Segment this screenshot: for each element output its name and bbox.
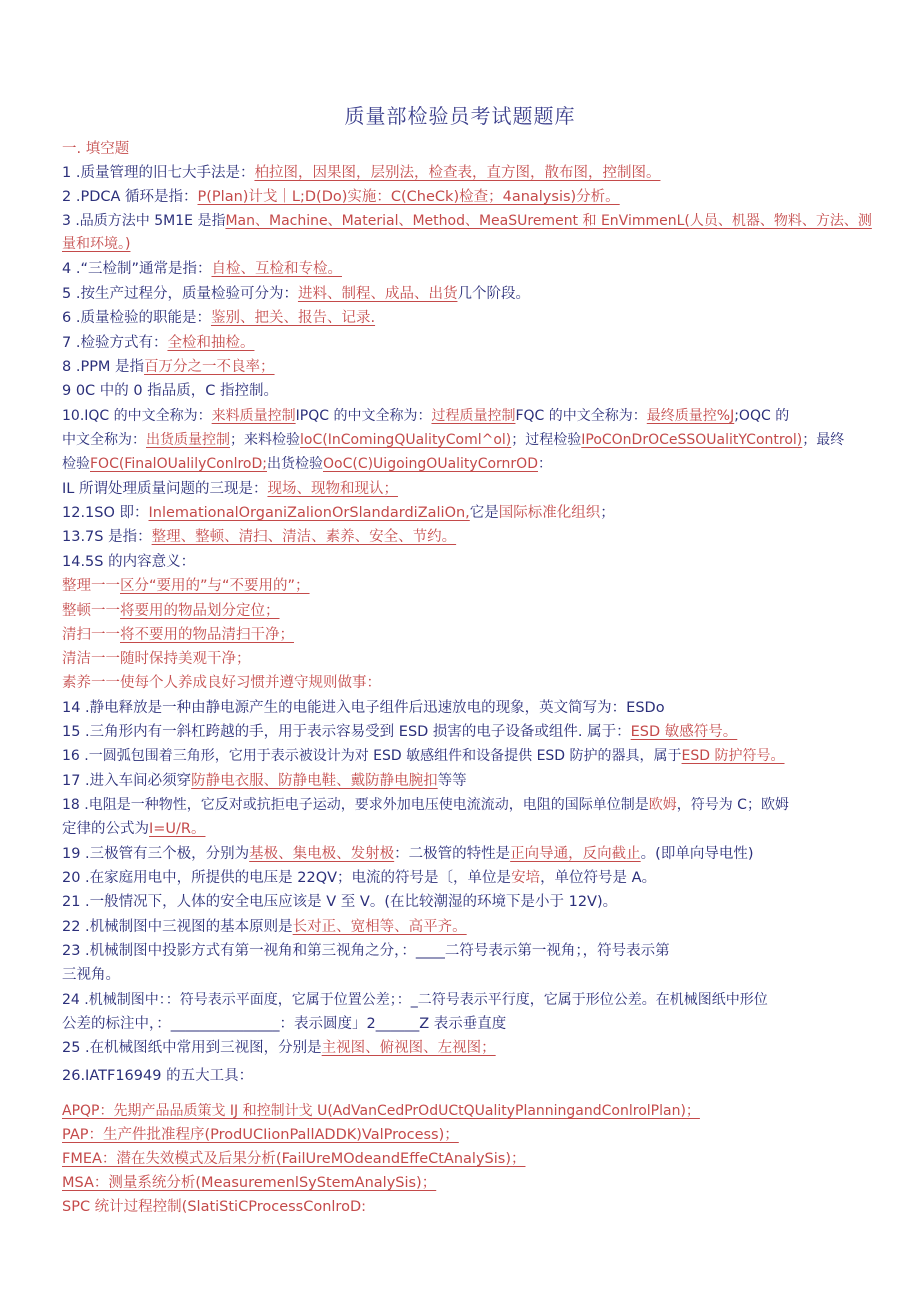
question-text: 三视角。 (62, 967, 120, 983)
answer-text: 欧姆 (648, 797, 677, 813)
question-22 (62, 916, 872, 938)
page-title: 质量部检验员考试题题库 (344, 104, 576, 128)
question-text: 检验 (62, 456, 90, 472)
question-tail: 。(即单向导电性) (640, 846, 754, 862)
question-text: IL 所谓处理质量问题的三现是： (62, 481, 268, 497)
question-text: 20 .在家庭用电中，所提供的电压是 22QV；电流的符号是〔，单位是 (62, 870, 512, 886)
section-heading: 一. 填空题 (62, 141, 130, 157)
answer-text: ESD 防护符号。 (681, 748, 785, 764)
question-23-line-1 (62, 940, 872, 962)
question-text: 24 .机械制图中：：符号表示平面度，它属于位置公差；：_二符号表示平行度，它属于形位公差。在机械图纸中形位 (62, 992, 768, 1008)
question-text: 出货检验 (267, 456, 323, 472)
question-text: 5 .按生产过程分，质量检验可分为： (62, 286, 298, 302)
question-text: 14 .静电释放是一种由静电源产生的电能进入电子组件后迅速放电的现象，英文简写为：ESDo (62, 700, 665, 716)
answer-text: I=U/R。 (149, 821, 206, 837)
item-key: 清洁一一随时保持美观干净； (62, 651, 251, 667)
5s-item-4 (62, 648, 872, 670)
question-text: 14.5S 的内容意义： (62, 554, 196, 570)
question-21 (62, 891, 872, 913)
question-tail: ，符号为 C；欧姆 (676, 797, 789, 813)
question-23-line-2 (62, 964, 872, 986)
question-text: 6 .质量检验的职能是： (62, 310, 211, 326)
answer-text: 主视图、俯视图、左视图； (321, 1040, 496, 1056)
answer-text: 将要用的物品划分定位； (120, 603, 280, 619)
question-24-line-1 (62, 989, 872, 1011)
5s-item-2 (62, 600, 872, 622)
question-text: ；最终 (802, 432, 845, 448)
question-text: 12.1SO 即： (62, 505, 149, 521)
question-text: 2 .PDCA 循环是指： (62, 189, 198, 205)
answer-text: OoC(C)UigoingOUalityCornrOD (323, 456, 538, 472)
question-6 (62, 307, 872, 329)
question-tail: ； (600, 505, 615, 521)
question-text: 它是 (469, 505, 499, 521)
answer-text: 整理、整顿、清扫、清洁、素养、安全、节约。 (151, 529, 457, 545)
item-key: 整顿一一 (62, 603, 120, 619)
question-text: 13.7S 是指： (62, 529, 152, 545)
answer-text: 百万分之一不良率； (144, 359, 275, 375)
answer-text: Man、Machine、Material、Method、MeaSUrement 和 EnVimmenL(人员、机器、物料、方法、测量和环境。) (62, 213, 872, 252)
question-text: 19 .三极管有三个极，分别为 (62, 846, 250, 862)
question-text: 15 .三角形内有一斜杠跨越的手，用于表示容易受到 ESD 损害的电子设备或组件. 属于： (62, 724, 631, 740)
question-16 (62, 745, 872, 767)
answer-text: 国际标准化组织 (498, 505, 601, 521)
question-tail: 几个阶段。 (457, 286, 530, 302)
question-2 (62, 186, 872, 208)
answer-text: APQP：先期产品品质策戈 IJ 和控制计戈 U(AdVanCedPrOdUCtQUalityPlanningandConlrolPlan)； (62, 1103, 700, 1119)
question-15 (62, 721, 872, 743)
question-12 (62, 502, 872, 524)
answer-text: P(Plan)计戈｜L;D(Do)实施：C(CheCk)检查；4analysis)分析。 (197, 189, 620, 205)
answer-text: 出货质量控制 (146, 432, 230, 448)
question-3 (62, 210, 872, 256)
answer-text: 鉴别、把关、报告、记录. (210, 310, 376, 326)
question-text: 16 .一圆弧包围着三角形，它用于表示被设计为对 ESD 敏感组件和设备提供 ESD 防护的器具，属于 (62, 748, 682, 764)
5s-item-1 (62, 575, 872, 597)
question-tail: 等等 (437, 773, 467, 789)
question-8 (62, 356, 872, 378)
answer-text: ESD 敏感符号。 (630, 724, 738, 740)
question-13 (62, 526, 872, 548)
question-text: ；过程检验 (511, 432, 582, 448)
item-key: 素养一一使每个人养成良好习惯并遵守规则做事： (62, 675, 381, 691)
question-10-line-2 (62, 429, 872, 451)
question-text: 8 .PPM 是指 (62, 359, 145, 375)
answer-text: 基极、集电极、发射极 (249, 846, 395, 862)
tool-item-ppap (62, 1124, 872, 1146)
item-key: 清扫一一 (62, 627, 120, 643)
answer-text: 全检和抽检。 (167, 335, 255, 351)
answer-text: SPC 统计过程控制(SlatiStiCProcessConlroD: (62, 1199, 366, 1215)
question-18-line-2 (62, 818, 872, 840)
answer-text: IPoCOnDrOCeSSOUalitYControl) (581, 432, 803, 448)
answer-text: 区分“要用的”与“不要用的”； (120, 578, 310, 594)
answer-text: 柏拉图，因果图，层别法，检查表，直方图，散布图，控制图。 (254, 165, 661, 181)
answer-text: InlemationalOrganiZalionOrSlandardiZaliOn, (148, 505, 470, 521)
question-tail: ，单位符号是 A。 (540, 870, 657, 886)
question-text: 18 .电阻是一种物性，它反对或抗拒电子运动，要求外加电压使电流流动，电阻的国际单位制是 (62, 797, 649, 813)
question-11 (62, 478, 872, 500)
answer-text: 长对正、宽相等、高平齐。 (292, 919, 467, 935)
question-text: 公差的标注中，：_______________：表示圆度」2______Z 表示垂直度 (62, 1016, 507, 1032)
answer-text: FOC(FinalOUalilyConlroD; (90, 456, 267, 472)
question-14 (62, 551, 872, 573)
answer-text: 最终质量控%J (646, 408, 735, 424)
question-10-line-3 (62, 453, 872, 475)
question-text: 21 .一般情况下，人体的安全电压应该是 V 至 V。(在比较潮湿的环境下是小于 12V)。 (62, 894, 618, 910)
answer-text: 进料、制程、成品、出货 (297, 286, 458, 302)
answer-text: 过程质量控制 (431, 408, 516, 424)
tool-item-fmea (62, 1148, 872, 1170)
question-text: ： (537, 456, 552, 472)
question-20 (62, 867, 872, 889)
question-text: 23 .机械制图中投影方式有第一视角和第三视角之分，：____二符号表示第一视角；，符号表示第 (62, 943, 670, 959)
question-text: 17 .进入车间必须穿 (62, 773, 192, 789)
question-18-line-1 (62, 794, 872, 816)
question-text: 26.IATF16949 的五大工具： (62, 1068, 254, 1084)
question-text: 定律的公式为 (62, 821, 149, 837)
question-text: 7 .检验方式有： (62, 335, 168, 351)
answer-text: 现场、现物和现认； (267, 481, 398, 497)
answer-text: PAP：生产件批准程序(ProdUCIionPallADDK)ValProcess)； (62, 1127, 459, 1143)
question-text: 4 .“三检制”通常是指： (62, 261, 212, 277)
question-10-line-1 (62, 405, 872, 427)
question-text: 25 .在机械图纸中常用到三视图，分别是 (62, 1040, 322, 1056)
question-25 (62, 1037, 872, 1059)
question-text: 22 .机械制图中三视图的基本原则是 (62, 919, 293, 935)
answer-text: 来料质量控制 (211, 408, 296, 424)
answer-text: loC(InComingQUalityComl^ol) (300, 432, 512, 448)
question-text: 10.IQC 的中文全称为： (62, 408, 212, 424)
question-text: FQC 的中文全称为： (515, 408, 647, 424)
question-1 (62, 162, 872, 184)
question-7 (62, 332, 872, 354)
question-text: 3 .品质方法中 5M1E 是指 (62, 213, 226, 229)
question-text: 9 0C 中的 0 指品质，C 指控制。 (62, 383, 278, 399)
question-text: ;OQC 的 (734, 408, 790, 424)
question-19 (62, 843, 872, 865)
answer-text: 防静电衣服、防静电鞋、戴防静电腕扣 (191, 773, 438, 789)
answer-text: FMEA：潜在失效模式及后果分析(FailUreMOdeandEffeCtAnalySis)； (62, 1151, 526, 1167)
tool-item-apqp (62, 1100, 872, 1122)
tool-item-msa (62, 1172, 872, 1194)
question-text: ；来料检验 (230, 432, 300, 448)
question-24-line-2 (62, 1013, 872, 1035)
answer-text: 自检、互检和专检。 (211, 261, 342, 277)
item-key: 整理一一 (62, 578, 120, 594)
answer-text: 安培 (511, 870, 541, 886)
question-14b (62, 697, 872, 719)
question-4 (62, 258, 872, 280)
question-5 (62, 283, 872, 305)
5s-item-5 (62, 672, 872, 694)
question-text: 中文全称为： (62, 432, 146, 448)
question-26 (62, 1065, 872, 1087)
question-text: 1 .质量管理的旧七大手法是： (62, 165, 255, 181)
answer-text: MSA：测量系统分析(MeasuremenlSyStemAnalySis)； (62, 1175, 437, 1191)
answer-text: 正向导通，反向截止 (510, 846, 641, 862)
question-text: IPQC 的中文全称为： (295, 408, 432, 424)
5s-item-3 (62, 624, 872, 646)
question-17 (62, 770, 872, 792)
tool-item-spc (62, 1196, 872, 1218)
question-text: ：二极管的特性是 (394, 846, 511, 862)
question-9 (62, 380, 872, 402)
answer-text: 将不要用的物品清扫干净； (120, 627, 294, 643)
